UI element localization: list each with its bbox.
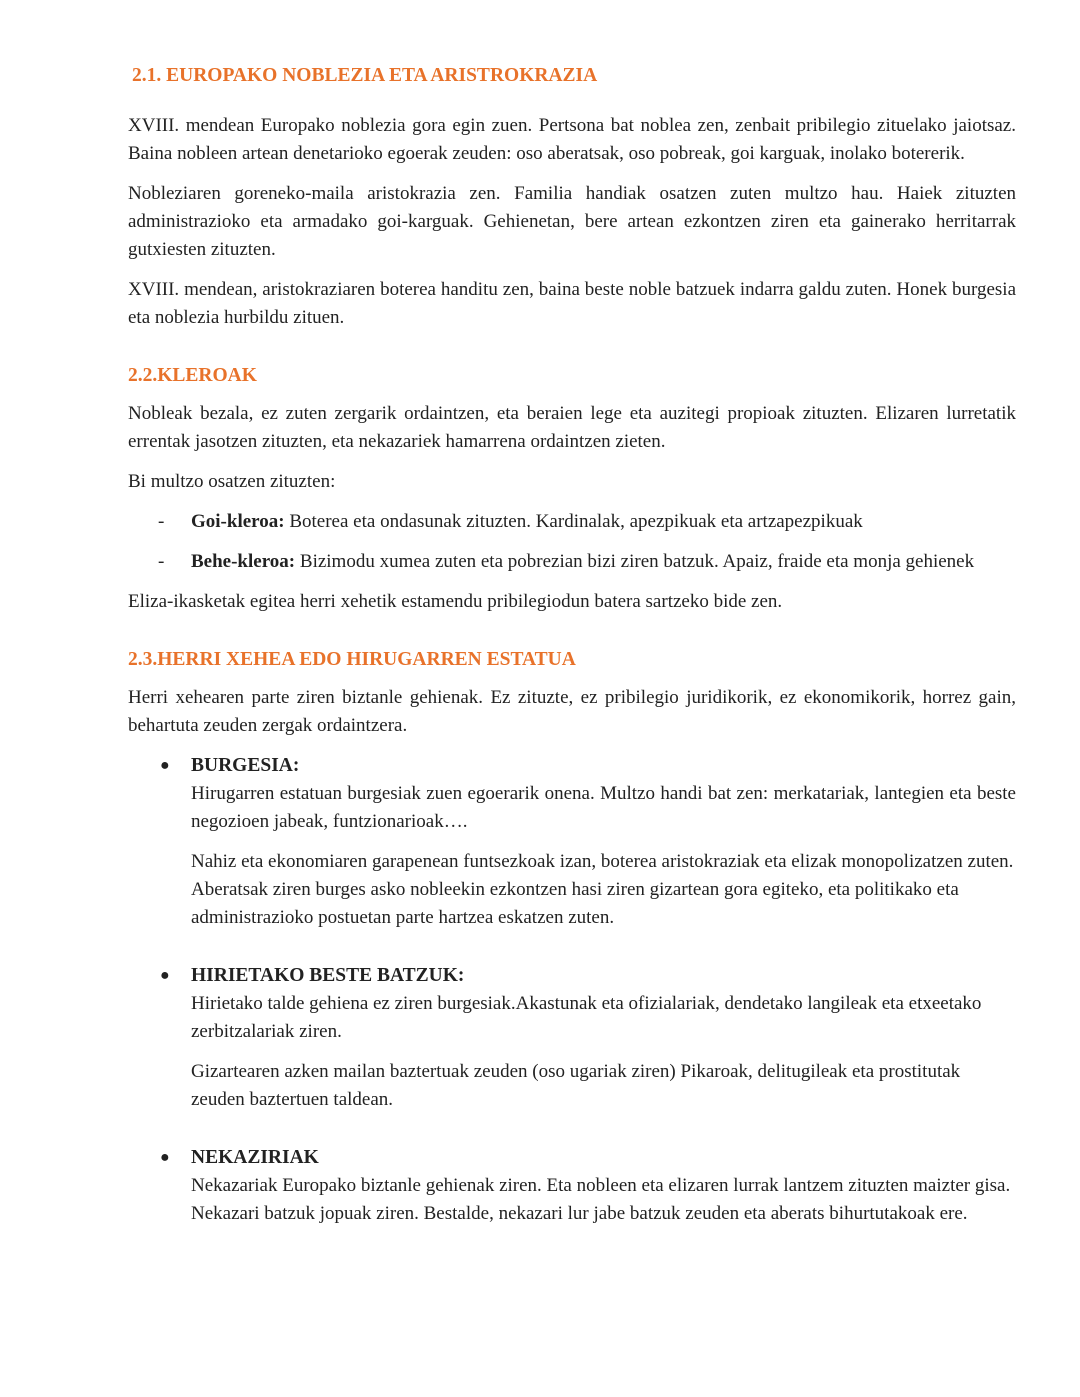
list-item	[128, 752, 1016, 932]
list-item	[128, 548, 1016, 576]
bullet-marker: ●	[160, 967, 170, 984]
clergy-list	[128, 508, 1016, 576]
item-extra: Nahiz eta ekonomiaren garapenean funtsezkoak izan, boterea aristokraziak eta elizak monopolizatzen zuten. Aberatsak ziren burges asko nobleekin ezkontzen hasi ziren gizartean gora egiteko, eta politikako eta administrazioko postuetan parte hartzea eskatzen zuten.	[191, 851, 1014, 928]
item-title: BURGESIA:	[191, 755, 300, 776]
item-extra: Gizartearen azken mailan baztertuak zeuden (oso ugariak ziren) Pikaroak, delitugileak eta prostitutak zeuden baztertuen taldean.	[191, 1061, 961, 1110]
item-text: Hirugarren estatuan burgesiak zuen egoerarik onena. Multzo handi bat zen: merkatariak, lantegien eta beste negozioen jabeak, funtzionarioak….	[191, 783, 1016, 832]
list-item	[128, 962, 1016, 1114]
item-title: NEKAZIRIAK	[191, 1147, 319, 1168]
item-text: Bizimodu xumea zuten eta pobrezian bizi ziren batzuk. Apaiz, fraide eta monja gehienek	[295, 551, 975, 572]
paragraph: Nobleak bezala, ez zuten zergarik ordaintzen, eta beraien lege eta auzitegi propioak zituzten. Elizaren lurretatik errentak jasotzen zituzten, eta nekazariek hamarrena ordaintzen zieten.	[128, 403, 1016, 452]
item-text: Boterea eta ondasunak zituzten. Kardinalak, apezpikuak eta artzapezpikuak	[284, 511, 863, 532]
dash-marker: -	[158, 551, 165, 572]
paragraph: XVIII. mendean, aristokraziaren boterea handitu zen, baina beste noble batzuek indarra galdu zuten. Honek burgesia eta noblezia hurbildu zituen.	[128, 279, 1016, 328]
paragraph: Herri xehearen parte ziren biztanle gehienak. Ez zituzte, ez pribilegio juridikorik, ez ekonomikorik, horrez gain, behartuta zeuden zergak ordaintzera.	[128, 687, 1016, 736]
section-heading-nobility: 2.1. EUROPAKO NOBLEZIA ETA ARISTROKRAZIA	[132, 65, 598, 86]
item-label: Behe-kleroa:	[191, 551, 296, 572]
item-text: Hirietako talde gehiena ez ziren burgesiak.Akastunak eta ofizialariak, dendetako langileak eta etxeetako zerbitzalariak ziren.	[191, 993, 982, 1042]
third-estate-list	[128, 752, 1016, 1228]
paragraph: XVIII. mendean Europako noblezia gora egin zuen. Pertsona bat noblea zen, zenbait pribilegio zituelako jaiotsaz. Baina nobleen artean denetarioko egoerak zeuden: oso aberatsak, oso pobreak, goi karguak, inolako botererik.	[128, 115, 1016, 164]
item-text: Nekazariak Europako biztanle gehienak ziren. Eta nobleen eta elizaren lurrak lantzem zituzten maizter gisa. Nekazari batzuk jopuak ziren. Bestalde, nekazari lur jabe batzuk zeuden eta aberats bihurtutakoak ere.	[191, 1175, 1011, 1224]
item-label: Goi-kleroa:	[191, 511, 285, 532]
list-item	[128, 508, 1016, 536]
list-item	[128, 1144, 1016, 1228]
paragraph: Bi multzo osatzen zituzten:	[128, 471, 336, 492]
dash-marker: -	[158, 511, 165, 532]
item-title: HIRIETAKO BESTE BATZUK:	[191, 965, 465, 986]
bullet-marker: ●	[160, 1149, 170, 1166]
paragraph: Eliza-ikasketak egitea herri xehetik estamendu pribilegiodun batera sartzeko bide zen.	[128, 591, 783, 612]
paragraph: Nobleziaren goreneko-maila aristokrazia zen. Familia handiak osatzen zuten multzo hau. Haiek zituzten administrazioko eta armadako goi-karguak. Gehienetan, bere artean ezkontzen ziren eta gainerako herritarrak gutxiesten zituzten.	[128, 183, 1016, 260]
section-heading-clergy: 2.2.KLEROAK	[128, 365, 257, 386]
section-heading-third-estate: 2.3.HERRI XEHEA EDO HIRUGARREN ESTATUA	[128, 649, 576, 670]
bullet-marker: ●	[160, 757, 170, 774]
